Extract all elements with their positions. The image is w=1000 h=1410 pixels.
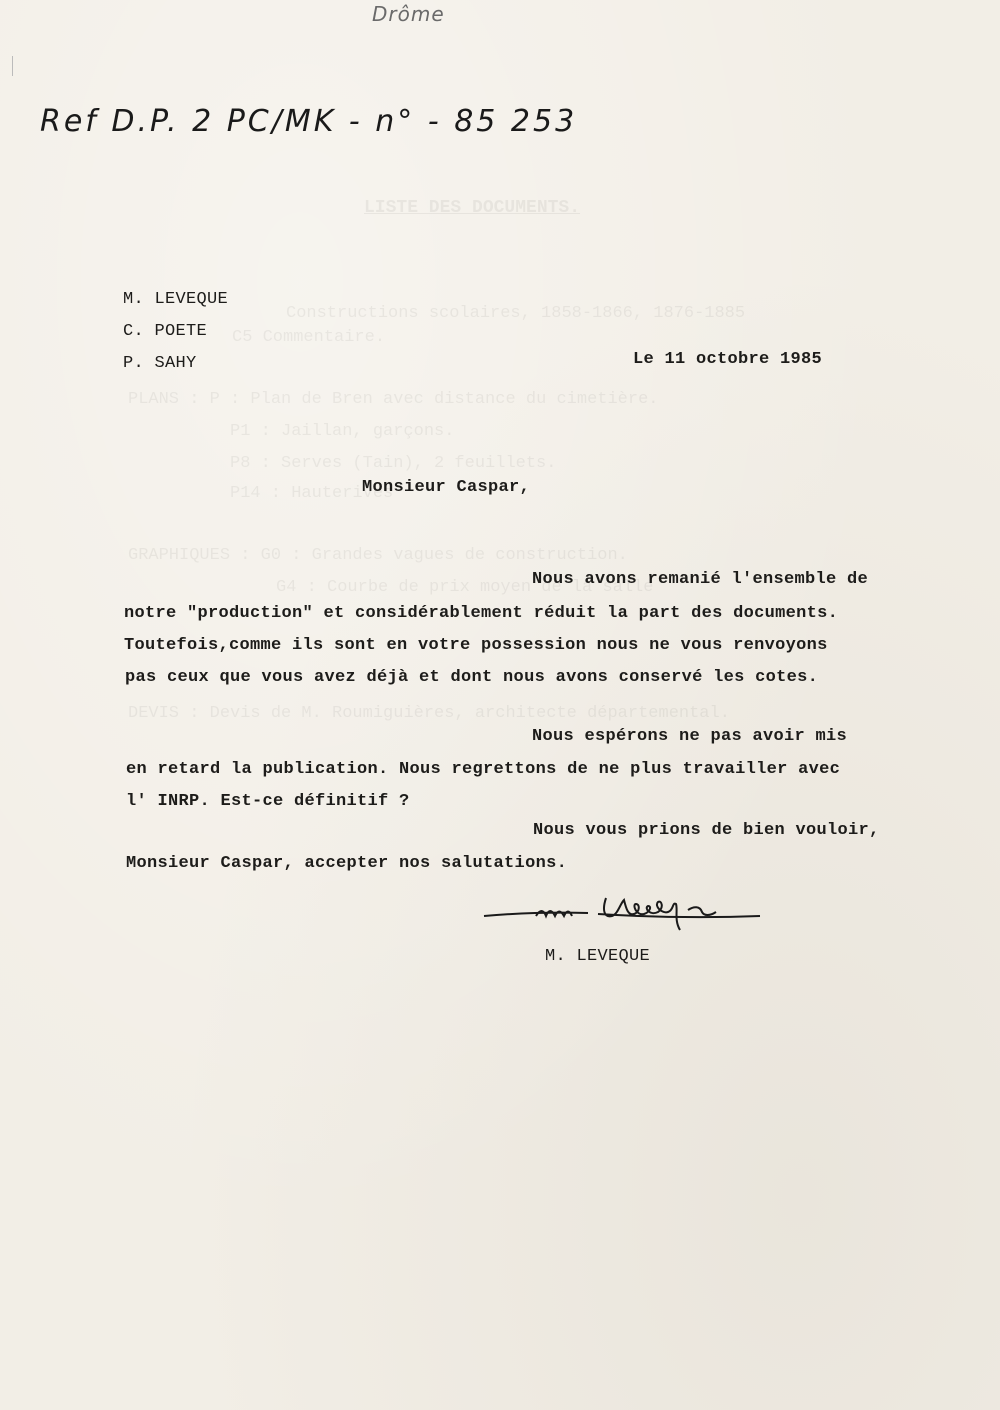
bleed-through-line: G4 : Courbe de prix moyen de la salle — [276, 578, 654, 597]
bleed-through-line: P8 : Serves (Tain), 2 feuillets. — [230, 454, 557, 473]
body-line: Nous avons remanié l'ensemble de — [532, 570, 869, 589]
body-line: Toutefois,comme ils sont en votre possession nous ne vous renvoyons — [124, 636, 828, 655]
body-line: Monsieur Caspar, accepter nos salutations. — [126, 854, 568, 873]
signature-icon — [478, 886, 768, 946]
body-line: pas ceux que vous avez déjà et dont nous avons conservé les cotes. — [125, 668, 819, 687]
bleed-through-line: C5 Commentaire. — [232, 328, 386, 347]
salutation: Monsieur Caspar, — [362, 478, 531, 497]
margin-mark — [12, 56, 13, 76]
handwritten-department-note: Drôme — [372, 2, 445, 26]
bleed-through-title: LISTE DES DOCUMENTS. — [364, 198, 581, 218]
bleed-through-line: P1 : Jaillan, garçons. — [230, 422, 455, 441]
body-line: Nous espérons ne pas avoir mis — [532, 727, 848, 746]
sender-name: P. SAHY — [123, 354, 197, 373]
bleed-through-line: Constructions scolaires, 1858-1866, 1876-1885 — [286, 304, 746, 323]
handwritten-reference: Ref D.P. 2 PC/MK - n° - 85 253 — [40, 104, 578, 139]
sender-name: M. LEVEQUE — [123, 290, 229, 309]
body-line: en retard la publication. Nous regrettons de ne plus travailler avec — [126, 760, 841, 779]
body-line: Nous vous prions de bien vouloir, — [533, 821, 880, 840]
bleed-through-line: GRAPHIQUES : G0 : Grandes vagues de construction. — [128, 546, 628, 565]
sender-name: C. POETE — [123, 322, 208, 341]
letter-date: Le 11 octobre 1985 — [633, 350, 823, 369]
handwritten-signature — [478, 886, 768, 951]
body-line: l' INRP. Est-ce définitif ? — [126, 792, 410, 811]
body-line: notre "production" et considérablement réduit la part des documents. — [124, 604, 839, 623]
bleed-through-line: P14 : Hauterives — [230, 484, 394, 503]
bleed-through-line: DEVIS : Devis de M. Roumiguières, architecte départemental. — [128, 704, 730, 723]
signature-name: M. LEVEQUE — [545, 947, 651, 966]
bleed-through-line: PLANS : P : Plan de Bren avec distance du cimetière. — [128, 390, 659, 409]
